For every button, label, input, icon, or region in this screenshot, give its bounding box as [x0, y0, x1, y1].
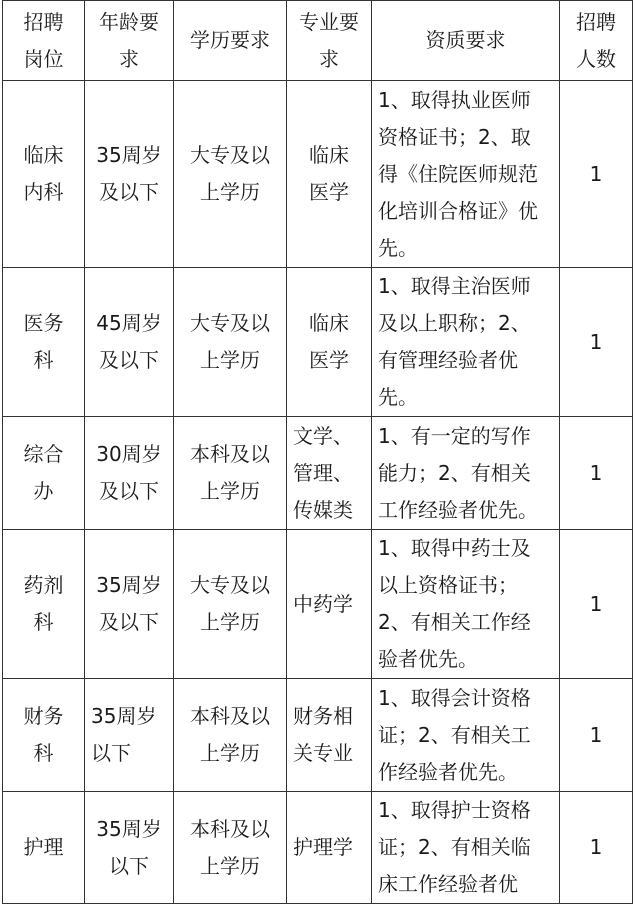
cell-qualification: 1、取得执业医师 资格证书；2、取 得《住院医师规范 化培训合格证》优 先。	[372, 81, 560, 268]
cell-age: 35周岁 以下	[85, 792, 174, 904]
cell-qualification: 1、取得主治医师 及以上职称；2、 有管理经验者优 先。	[372, 268, 560, 417]
recruitment-table	[2, 0, 633, 904]
cell-qualification: 1、取得中药士及 以上资格证书； 2、有相关工作经 验者优先。	[372, 530, 560, 679]
cell-position: 财务 科	[3, 679, 85, 792]
cell-count: 1	[560, 417, 633, 530]
header-education: 学历要求	[174, 1, 287, 81]
cell-education: 本科及以 上学历	[174, 417, 287, 530]
cell-education: 本科及以 上学历	[174, 792, 287, 904]
cell-age: 35周岁 以下	[85, 679, 174, 792]
cell-count: 1	[560, 81, 633, 268]
table-row	[3, 417, 633, 530]
cell-count: 1	[560, 679, 633, 792]
cell-count: 1	[560, 268, 633, 417]
cell-education: 本科及以 上学历	[174, 679, 287, 792]
cell-position: 临床 内科	[3, 81, 85, 268]
cell-major: 临床 医学	[287, 81, 372, 268]
table-row	[3, 268, 633, 417]
cell-position: 护理	[3, 792, 85, 904]
table-row	[3, 530, 633, 679]
cell-position: 综合 办	[3, 417, 85, 530]
header-row	[3, 1, 633, 81]
header-major: 专业要 求	[287, 1, 372, 81]
cell-qualification: 1、取得护士资格 证；2、有相关临 床工作经验者优	[372, 792, 560, 904]
table-row	[3, 81, 633, 268]
cell-education: 大专及以 上学历	[174, 530, 287, 679]
cell-age: 30周岁 及以下	[85, 417, 174, 530]
header-qualification: 资质要求	[372, 1, 560, 81]
cell-count: 1	[560, 792, 633, 904]
cell-age: 35周岁 及以下	[85, 530, 174, 679]
cell-count: 1	[560, 530, 633, 679]
cell-position: 医务 科	[3, 268, 85, 417]
cell-education: 大专及以 上学历	[174, 81, 287, 268]
cell-qualification: 1、有一定的写作 能力；2、有相关 工作经验者优先。	[372, 417, 560, 530]
header-age: 年龄要 求	[85, 1, 174, 81]
cell-major: 护理学	[287, 792, 372, 904]
cell-age: 35周岁 及以下	[85, 81, 174, 268]
cell-major: 财务相 关专业	[287, 679, 372, 792]
cell-qualification: 1、取得会计资格 证；2、有相关工 作经验者优先。	[372, 679, 560, 792]
cell-major: 中药学	[287, 530, 372, 679]
cell-major: 文学、 管理、 传媒类	[287, 417, 372, 530]
table-row	[3, 792, 633, 904]
cell-position: 药剂 科	[3, 530, 85, 679]
cell-age: 45周岁 及以下	[85, 268, 174, 417]
header-position: 招聘 岗位	[3, 1, 85, 81]
header-count: 招聘 人数	[560, 1, 633, 81]
cell-education: 大专及以 上学历	[174, 268, 287, 417]
table-row	[3, 679, 633, 792]
cell-major: 临床 医学	[287, 268, 372, 417]
